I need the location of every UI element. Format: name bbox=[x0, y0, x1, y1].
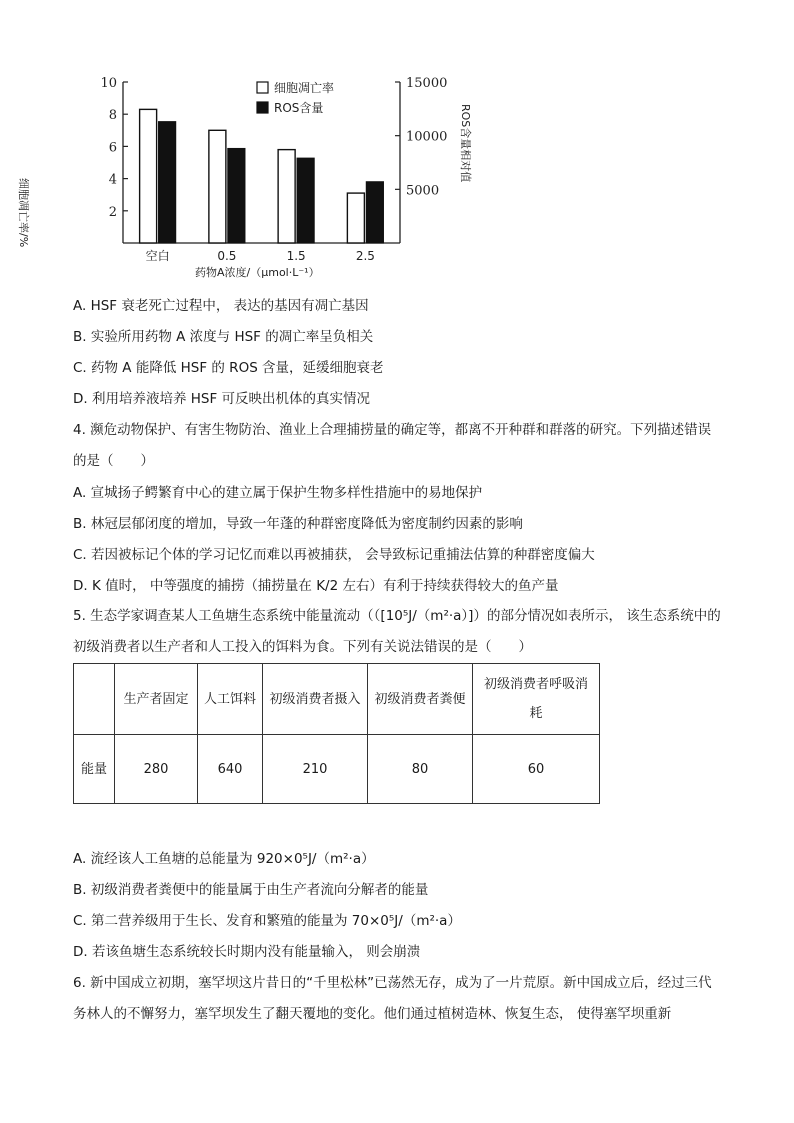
legend-label-ros: ROS含量 bbox=[274, 101, 324, 115]
q6-stem: 6. 新中国成立初期，塞罕坝这片昔日的“千里松林”已荡然无存，成为了一片荒原。新中国成立后，经过三代务林人的不懈努力，塞罕坝发生了翻天覆地的变化。他们通过植树造林、恢复生态， 使得塞罕坝重新 bbox=[73, 975, 712, 1022]
energy-table bbox=[73, 663, 600, 804]
q5-option-d: D. 若该鱼塘生态系统较长时期内没有能量输入， 则会崩溃 bbox=[73, 944, 421, 960]
q4-option-a: A. 宣城扬子鳄繁育中心的建立属于保护生物多样性措施中的易地保护 bbox=[73, 485, 483, 501]
q4-option-b: B. 林冠层郁闭度的增加，导致一年蓬的种群密度降低为密度制约因素的影响 bbox=[73, 516, 523, 532]
table-header-cell bbox=[74, 664, 115, 735]
q4-option-d: D. K 值时， 中等强度的捕捞（捕捞量在 K/2 左右）有利于持续获得较大的鱼产量 bbox=[73, 578, 559, 594]
table-row bbox=[74, 735, 600, 804]
legend-swatch-ros bbox=[257, 102, 268, 113]
category-label: 1.5 bbox=[286, 249, 306, 263]
q5-stem: 5. 生态学家调查某人工鱼塘生态系统中能量流动（（[10⁵J/（m²·a）]）的部分情况如表所示， 该生态系统中的初级消费者以生产者和人工投入的饵料为食。下列有关说法错误的是（ ） bbox=[73, 608, 721, 655]
legend-swatch-apoptosis bbox=[257, 82, 268, 93]
q4-option-c: C. 若因被标记个体的学习记忆而难以再被捕获， 会导致标记重捕法估算的种群密度偏大 bbox=[73, 547, 595, 563]
table-cell: 280 bbox=[115, 735, 198, 804]
table-header-cell: 初级消费者摄入 bbox=[263, 664, 368, 735]
category-label: 2.5 bbox=[355, 249, 375, 263]
table-row-label: 能量 bbox=[74, 735, 115, 804]
left-tick-label: 6 bbox=[108, 140, 117, 156]
table-header-cell: 初级消费者粪便 bbox=[368, 664, 473, 735]
chart-svg bbox=[17, 68, 500, 290]
q4-stem: 4. 濒危动物保护、有害生物防治、渔业上合理捕捞量的确定等，都离不开种群和群落的研究。下列描述错误的是（ ） bbox=[73, 422, 712, 469]
table-header-cell: 初级消费者呼吸消耗 bbox=[473, 664, 600, 735]
legend-label-apoptosis: 细胞凋亡率 bbox=[274, 81, 335, 95]
right-axis-title: ROS含量相对值 bbox=[459, 104, 472, 183]
bar-ros bbox=[228, 149, 245, 243]
right-tick-label: 10000 bbox=[406, 129, 448, 145]
bar-apoptosis bbox=[140, 109, 157, 243]
q5-option-c: C. 第二营养级用于生长、发育和繁殖的能量为 70×0⁵J/（m²·a） bbox=[73, 913, 461, 929]
left-tick-label: 10 bbox=[100, 76, 117, 91]
category-label: 0.5 bbox=[217, 249, 237, 263]
q3-option-d: D. 利用培养液培养 HSF 可反映出机体的真实情况 bbox=[73, 391, 371, 407]
x-axis-title: 药物A浓度/（μmol·L⁻¹） bbox=[195, 266, 320, 279]
left-tick-label: 2 bbox=[108, 204, 117, 220]
bar-apoptosis bbox=[209, 130, 226, 243]
q3-option-b: B. 实验所用药物 A 浓度与 HSF 的凋亡率呈负相关 bbox=[73, 329, 374, 345]
right-tick-label: 5000 bbox=[406, 183, 440, 199]
bar-apoptosis bbox=[278, 150, 295, 243]
bar-ros bbox=[366, 182, 383, 243]
q5-option-a: A. 流经该人工鱼塘的总能量为 920×0⁵J/（m²·a） bbox=[73, 851, 375, 867]
q5-option-b: B. 初级消费者粪便中的能量属于由生产者流向分解者的能量 bbox=[73, 882, 429, 898]
left-axis-title: 细胞凋亡率/% bbox=[17, 178, 30, 248]
bar-ros bbox=[297, 158, 314, 243]
left-tick-label: 4 bbox=[108, 172, 117, 188]
table-header-row bbox=[74, 664, 600, 735]
category-label: 空白 bbox=[145, 249, 170, 263]
q3-option-c: C. 药物 A 能降低 HSF 的 ROS 含量，延缓细胞衰老 bbox=[73, 360, 384, 376]
table-header-cell: 生产者固定 bbox=[115, 664, 198, 735]
bar-apoptosis bbox=[347, 193, 364, 243]
table-cell: 640 bbox=[198, 735, 263, 804]
q3-option-a: A. HSF 衰老死亡过程中， 表达的基因有凋亡基因 bbox=[73, 298, 369, 314]
table-cell: 210 bbox=[263, 735, 368, 804]
left-tick-label: 8 bbox=[108, 108, 117, 124]
bar-ros bbox=[159, 122, 176, 243]
table-header-cell: 人工饵料 bbox=[198, 664, 263, 735]
table-cell: 60 bbox=[473, 735, 600, 804]
right-tick-label: 15000 bbox=[406, 76, 448, 91]
table-cell: 80 bbox=[368, 735, 473, 804]
bar-chart bbox=[17, 68, 500, 290]
